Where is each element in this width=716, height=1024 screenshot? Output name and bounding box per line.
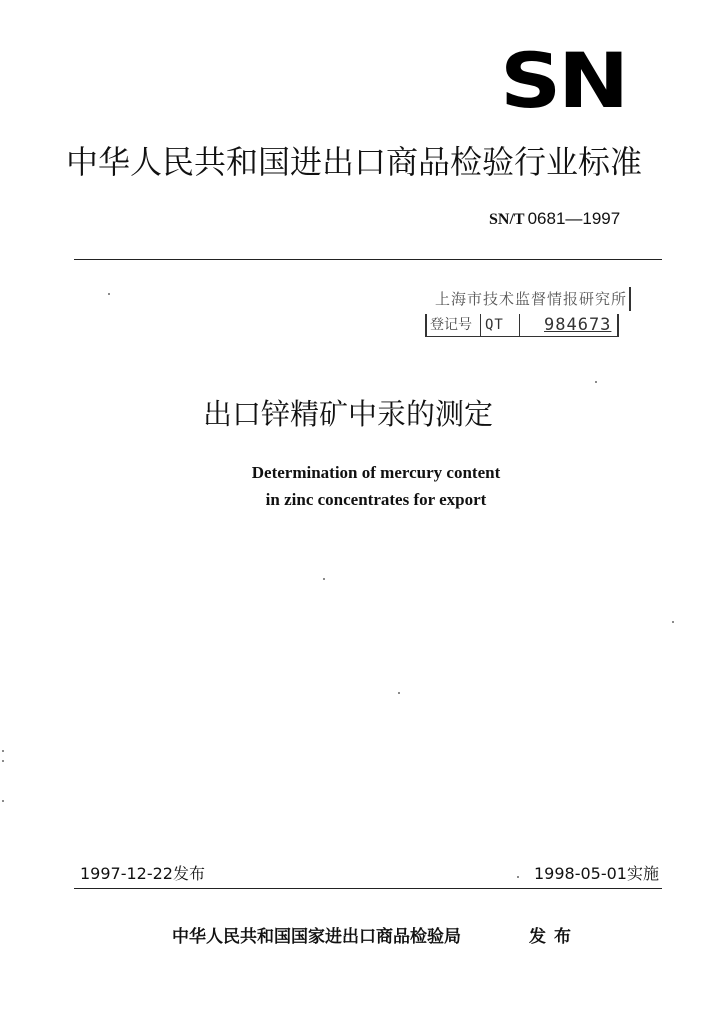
- scan-speck: [2, 800, 4, 802]
- document-title-en-line1: Determination of mercury content: [251, 463, 501, 482]
- scan-speck: [108, 293, 110, 295]
- issuing-authority: 中华人民共和国国家进出口商品检验局: [172, 927, 461, 947]
- scan-speck: [595, 381, 597, 383]
- document-title-en: [220, 459, 532, 513]
- release-date: 1997-12-22发布: [80, 864, 205, 883]
- top-divider: [74, 259, 662, 260]
- standard-number-prefix: SN/T: [489, 211, 525, 228]
- scan-speck: [2, 750, 4, 752]
- document-title-en-line2: in zinc concentrates for export: [265, 490, 487, 509]
- sn-logo: SN: [500, 36, 626, 125]
- scan-speck: [517, 876, 519, 878]
- stamp-register-number: 984673: [544, 315, 612, 335]
- stamp-register-code: QT: [481, 314, 520, 336]
- bottom-divider: [74, 888, 662, 889]
- scan-speck: [323, 578, 325, 580]
- scan-speck: [2, 760, 4, 762]
- standard-number: [489, 209, 620, 230]
- stamp-institution: 上海市技术监督情报研究所: [435, 287, 631, 311]
- scan-speck: [398, 692, 400, 694]
- standard-category-title: 中华人民共和国进出口商品检验行业标准: [66, 143, 643, 181]
- standard-number-value: 0681—1997: [527, 209, 621, 228]
- scan-speck: [672, 621, 674, 623]
- stamp-register-label: 登记号: [427, 314, 481, 336]
- library-stamp: [425, 287, 628, 339]
- effective-date: 1998-05-01实施: [534, 864, 659, 883]
- issue-label: 发布: [529, 927, 579, 947]
- document-title-cn: 出口锌精矿中汞的测定: [203, 397, 494, 431]
- stamp-register-row: [425, 314, 619, 337]
